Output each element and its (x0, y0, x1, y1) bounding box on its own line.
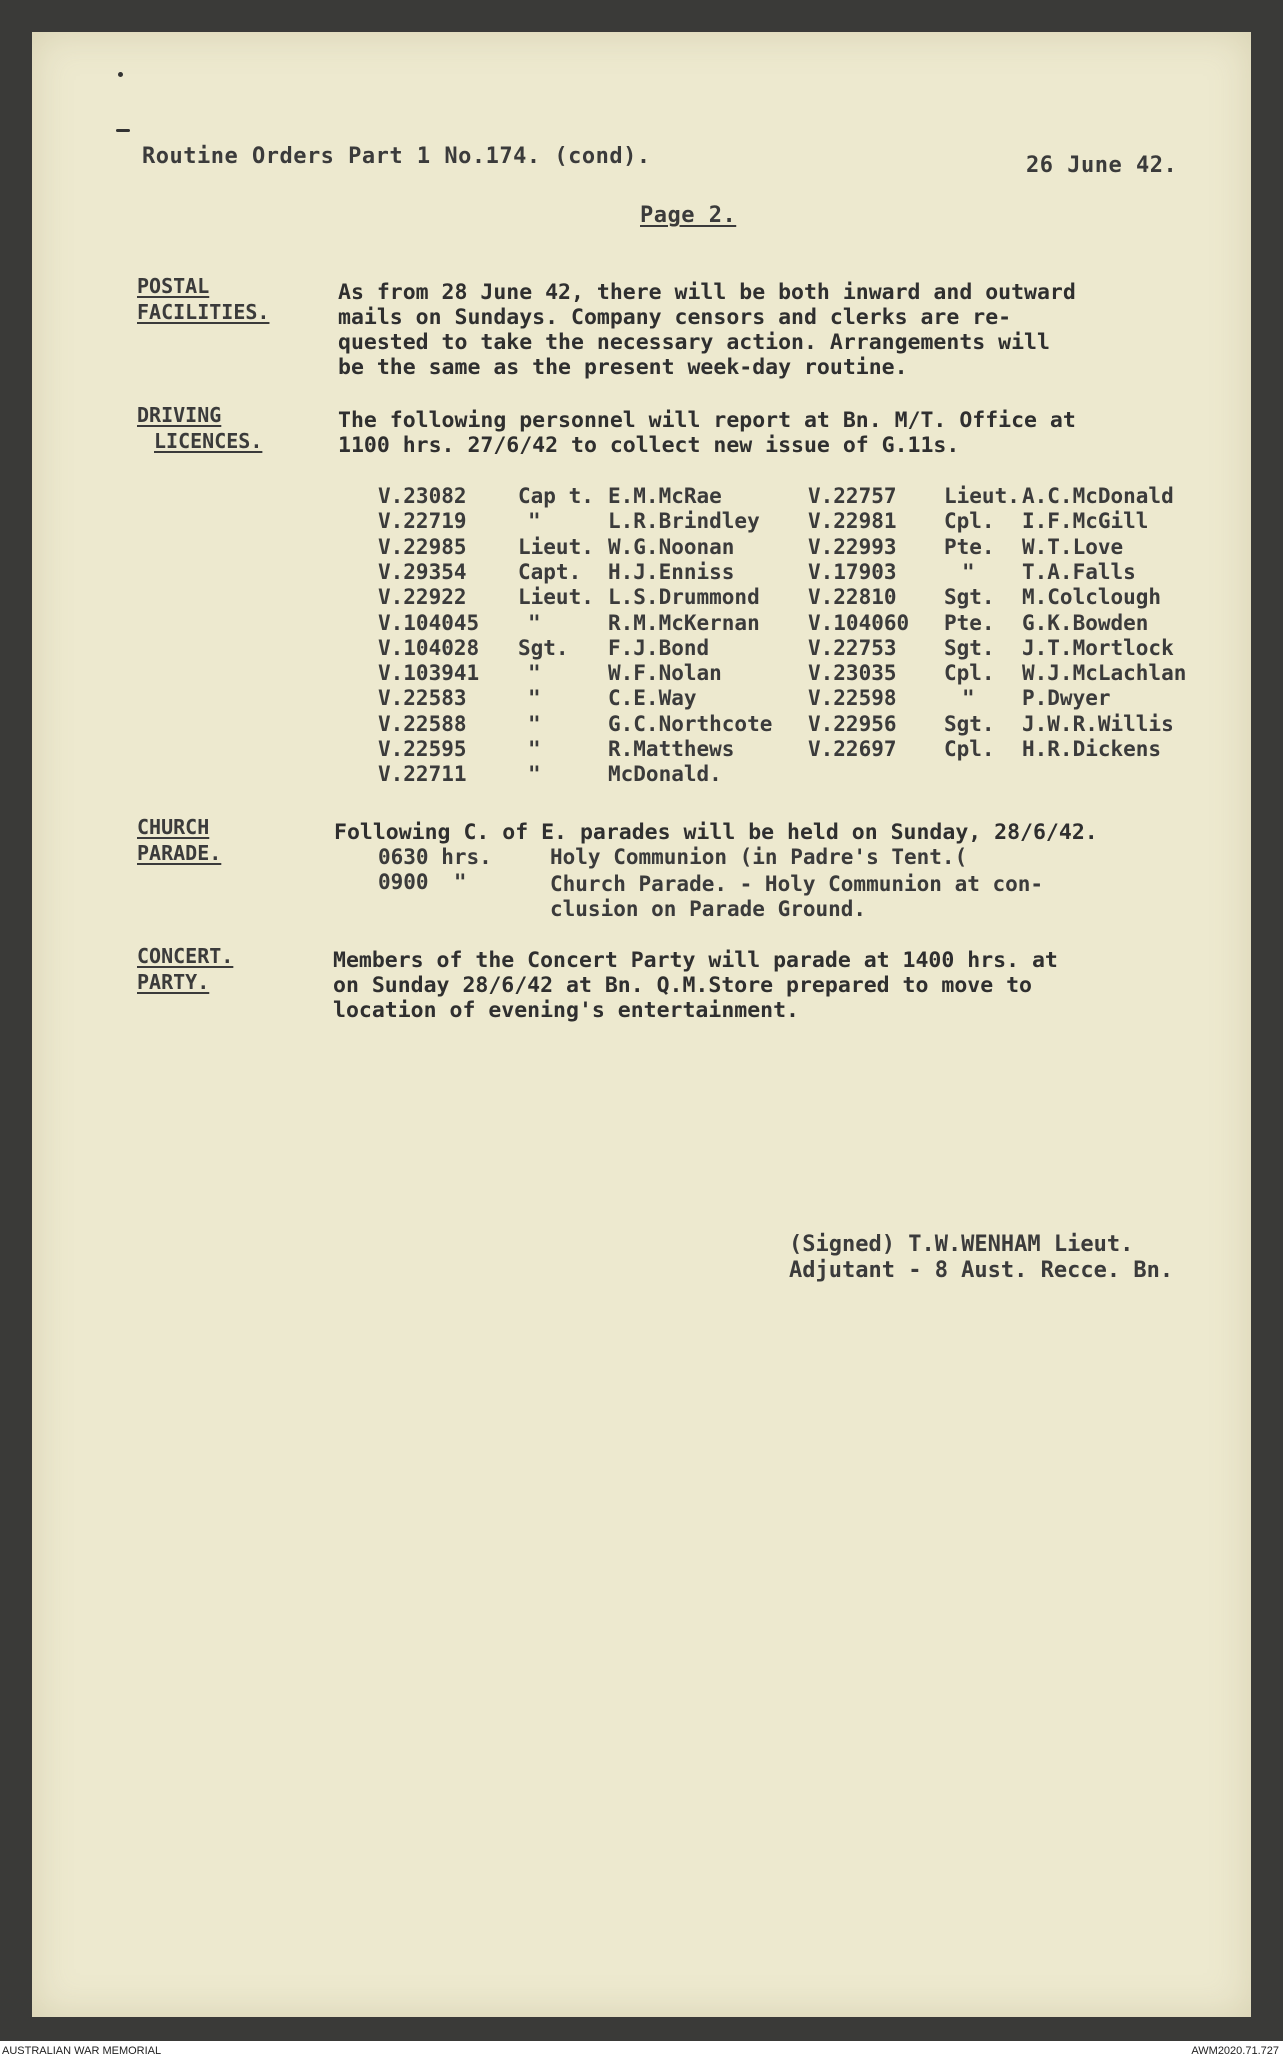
personnel-name2: W.T.Love (1022, 534, 1124, 559)
page-title: Page 2. (640, 203, 737, 228)
personnel-num2: V.22598 (808, 686, 897, 711)
section-title-concert-1: CONCERT. (137, 944, 234, 968)
personnel-rank2: " (962, 686, 975, 711)
personnel-name2: H.R.Dickens (1022, 737, 1162, 761)
personnel-num1: V.23082 (378, 484, 467, 508)
personnel-num2: V.23035 (808, 661, 897, 686)
personnel-name1: McDonald. (608, 762, 722, 787)
personnel-num1: V.104028 (378, 635, 480, 660)
postal-text: As from 28 June 42, there will be both inward and outward mails on Sundays. Company censors and clerks are re- quested to take the necessary action. Arrangements will be the same as the present week-day routine. (338, 280, 1076, 380)
personnel-rank2: Sgt. (944, 585, 995, 610)
document-header: Routine Orders Part 1 No.174. (cond). (142, 144, 651, 169)
personnel-name1: C.E.Way (608, 686, 697, 711)
signature-line-1: (Signed) T.W.WENHAM Lieut. (789, 1232, 1134, 1257)
personnel-name1: L.S.Drummond (608, 585, 760, 610)
punch-mark (118, 72, 123, 77)
personnel-num2: V.22757 (808, 484, 897, 508)
personnel-name2: M.Colclough (1022, 585, 1162, 610)
section-title-postal-2: FACILITIES. (137, 300, 270, 324)
personnel-num2: V.22697 (808, 737, 897, 761)
section-title-church-1: CHURCH (137, 815, 210, 839)
personnel-name1: F.J.Bond (608, 635, 710, 660)
personnel-name1: W.G.Noonan (608, 534, 735, 559)
section-title-postal-1: POSTAL (137, 274, 210, 298)
personnel-rank2: Sgt. (944, 711, 995, 736)
personnel-rank2: Cpl. (944, 737, 995, 761)
punch-mark (116, 129, 130, 132)
personnel-rank1: Lieut. (518, 585, 594, 610)
personnel-rank1: " (528, 509, 541, 534)
section-title-concert-2: PARTY. (137, 970, 210, 994)
personnel-name1: R.Matthews (608, 737, 735, 761)
church-text: Following C. of E. parades will be held on Sunday, 28/6/42. (334, 820, 1098, 845)
personnel-num1: V.103941 (378, 661, 480, 686)
signature-line-2: Adjutant - 8 Aust. Recce. Bn. (789, 1258, 1174, 1283)
personnel-num1: V.22922 (378, 585, 467, 610)
personnel-name2: P.Dwyer (1022, 686, 1111, 711)
personnel-rank1: " (528, 762, 541, 787)
personnel-rank1: " (528, 686, 541, 711)
personnel-num1: V.22595 (378, 737, 467, 761)
personnel-name1: L.R.Brindley (608, 509, 760, 534)
concert-text: Members of the Concert Party will parade at 1400 hrs. at on Sunday 28/6/42 at Bn. Q.M.Store prepared to move to location of evening's entertainment. (333, 948, 1058, 1023)
personnel-num2: V.22956 (808, 711, 897, 736)
personnel-rank2: Pte. (944, 534, 995, 559)
personnel-num2: V.104060 (808, 610, 910, 635)
personnel-num2: V.22753 (808, 635, 897, 660)
section-title-church-2: PARADE. (137, 841, 222, 865)
personnel-name1: R.M.McKernan (608, 610, 760, 635)
personnel-rank2: Pte. (944, 610, 995, 635)
personnel-num2: V.22993 (808, 534, 897, 559)
personnel-name2: G.K.Bowden (1022, 610, 1149, 635)
personnel-rank1: " (528, 737, 541, 761)
personnel-rank1: " (528, 661, 541, 686)
church-desc-3: clusion on Parade Ground. (550, 897, 867, 921)
personnel-num1: V.22719 (378, 509, 467, 534)
personnel-name2: W.J.McLachlan (1022, 661, 1187, 686)
personnel-name1: W.F.Nolan (608, 661, 722, 686)
archive-footer (0, 2041, 1283, 2061)
personnel-rank1: Cap t. (518, 484, 594, 508)
personnel-rank2: Lieut. (944, 484, 1020, 508)
personnel-rank1: Capt. (518, 559, 582, 584)
personnel-name1: E.M.McRae (608, 484, 722, 508)
personnel-num1: V.104045 (378, 610, 480, 635)
church-time-1: 0630 hrs. (378, 845, 492, 869)
personnel-name2: I.F.McGill (1022, 509, 1149, 534)
section-title-driving-2: LICENCES. (154, 429, 263, 453)
church-time-2: 0900 " (378, 870, 467, 894)
personnel-rank2: Cpl. (944, 509, 995, 534)
personnel-rank2: Sgt. (944, 635, 995, 660)
personnel-name1: H.J.Enniss (608, 559, 735, 584)
personnel-num2: V.22810 (808, 585, 897, 610)
personnel-rank1: Sgt. (518, 635, 569, 660)
personnel-num1: V.22583 (378, 686, 467, 711)
personnel-rank1: " (528, 711, 541, 736)
personnel-name2: A.C.McDonald (1022, 484, 1174, 508)
document-date: 26 June 42. (1026, 153, 1178, 178)
section-title-driving-1: DRIVING (137, 403, 222, 427)
driving-text: The following personnel will report at Bn. M/T. Office at 1100 hrs. 27/6/42 to collect new issue of G.11s. (338, 408, 1076, 458)
church-desc-1: Holy Communion (in Padre's Tent.( (550, 845, 968, 869)
church-desc-2: Church Parade. - Holy Communion at con- (550, 872, 1044, 896)
personnel-rank1: " (528, 610, 541, 635)
archive-name: AUSTRALIAN WAR MEMORIAL (2, 2045, 162, 2057)
personnel-name2: T.A.Falls (1022, 559, 1136, 584)
personnel-name2: J.T.Mortlock (1022, 635, 1174, 660)
personnel-num2: V.22981 (808, 509, 897, 534)
archive-reference: AWM2020.71.727 (1191, 2045, 1279, 2057)
personnel-rank1: Lieut. (518, 534, 594, 559)
personnel-num1: V.22985 (378, 534, 467, 559)
personnel-num1: V.22588 (378, 711, 467, 736)
personnel-num2: V.17903 (808, 559, 897, 584)
personnel-rank2: " (962, 559, 975, 584)
personnel-num1: V.29354 (378, 559, 467, 584)
personnel-name2: J.W.R.Willis (1022, 711, 1174, 736)
personnel-rank2: Cpl. (944, 661, 995, 686)
personnel-num1: V.22711 (378, 762, 467, 787)
personnel-name1: G.C.Northcote (608, 711, 773, 736)
